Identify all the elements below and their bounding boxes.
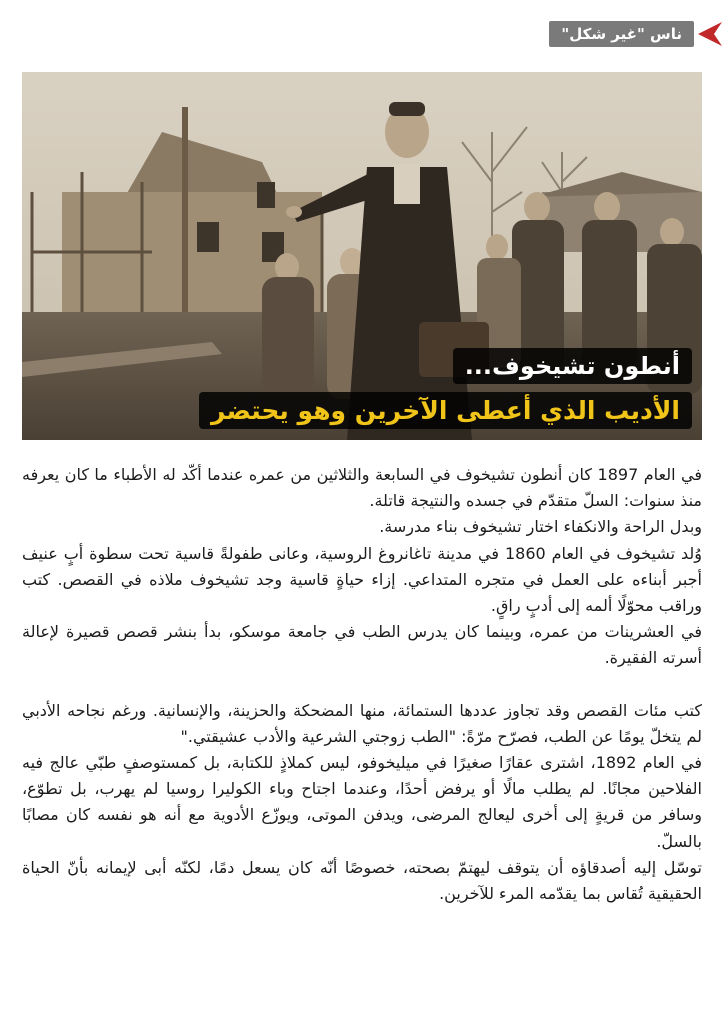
article-body — [22, 462, 702, 907]
section-tag — [549, 20, 724, 48]
red-arrow-icon — [694, 20, 724, 48]
sepia-photo-illustration — [22, 72, 702, 440]
section-tag-label: ناس "غير شكل" — [549, 21, 694, 47]
article-paragraph: توسّل إليه أصدقاؤه أن يتوقف ليهتمّ بصحته، خصوصًا أنّه كان يسعل دمًا، لكنّه أبى لإيمانه بأنّ الحياة الحقيقية تُقاس بما يقدّمه المرء للآخرين. — [22, 857, 702, 904]
article-paragraph: وُلد تشيخوف في العام 1860 في مدينة تاغانروغ الروسية، وعانى طفولةً قاسية تحت سطوة أبٍ عنيف أجبر أبناءه على العمل في متجره المتداعي. إزاء حياةٍ قاسية وجد تشيخوف ملاذه في القصص. كتب وراقب محوّلًا ألمه إلى أدبٍ راقٍ. — [22, 543, 702, 616]
paragraph-spacer — [22, 672, 702, 698]
article-paragraph: في العام 1892، اشترى عقارًا صغيرًا في ميليخوفو، ليس كملاذٍ للكتابة، بل كمستوصفٍ طبّي عالج فيه الفلاحين مجانًا. لم يطلب مالًا أو يرفض أحدًا، وعندما اجتاح وباء الكوليرا روسيا لم يهرب، بل تطوّع، وسافر من قريةٍ إلى أخرى ليعالج المرضى، ويدفن الموتى، ويوزّع الأدوية مع أنه هو نفسه كان مصابًا بالسلّ. — [22, 753, 702, 851]
article-paragraph: في العشرينات من عمره، وبينما كان يدرس الطب في جامعة موسكو، بدأ بنشر قصص قصيرة لإعالة أسرته الفقيرة. — [22, 622, 702, 668]
article-paragraph: في العام 1897 كان أنطون تشيخوف في السابعة والثلاثين من عمره عندما أكّد له الأطباء ما كان يعرفه منذ سنوات: السلّ متقدّم في جسده والنتيجة قاتلة. — [22, 465, 702, 511]
hero-caption-title: أنطون تشيخوف... — [453, 348, 692, 384]
hero-photo — [22, 72, 702, 440]
article-paragraph: كتب مئات القصص وقد تجاوز عددها الستمائة، منها المضحكة والحزينة، والإنسانية. ورغم نجاحه الأدبي لم يتخلّ يومًا عن الطب، فصرّح مرّةً: "الطب زوجتي الشرعية والأدب عشيقتي." — [22, 700, 702, 746]
hero-caption-subtitle: الأديب الذي أعطى الآخرين وهو يحتضر — [199, 392, 692, 429]
article-paragraph: وبدل الراحة والانكفاء اختار تشيخوف بناء مدرسة. — [379, 517, 702, 537]
